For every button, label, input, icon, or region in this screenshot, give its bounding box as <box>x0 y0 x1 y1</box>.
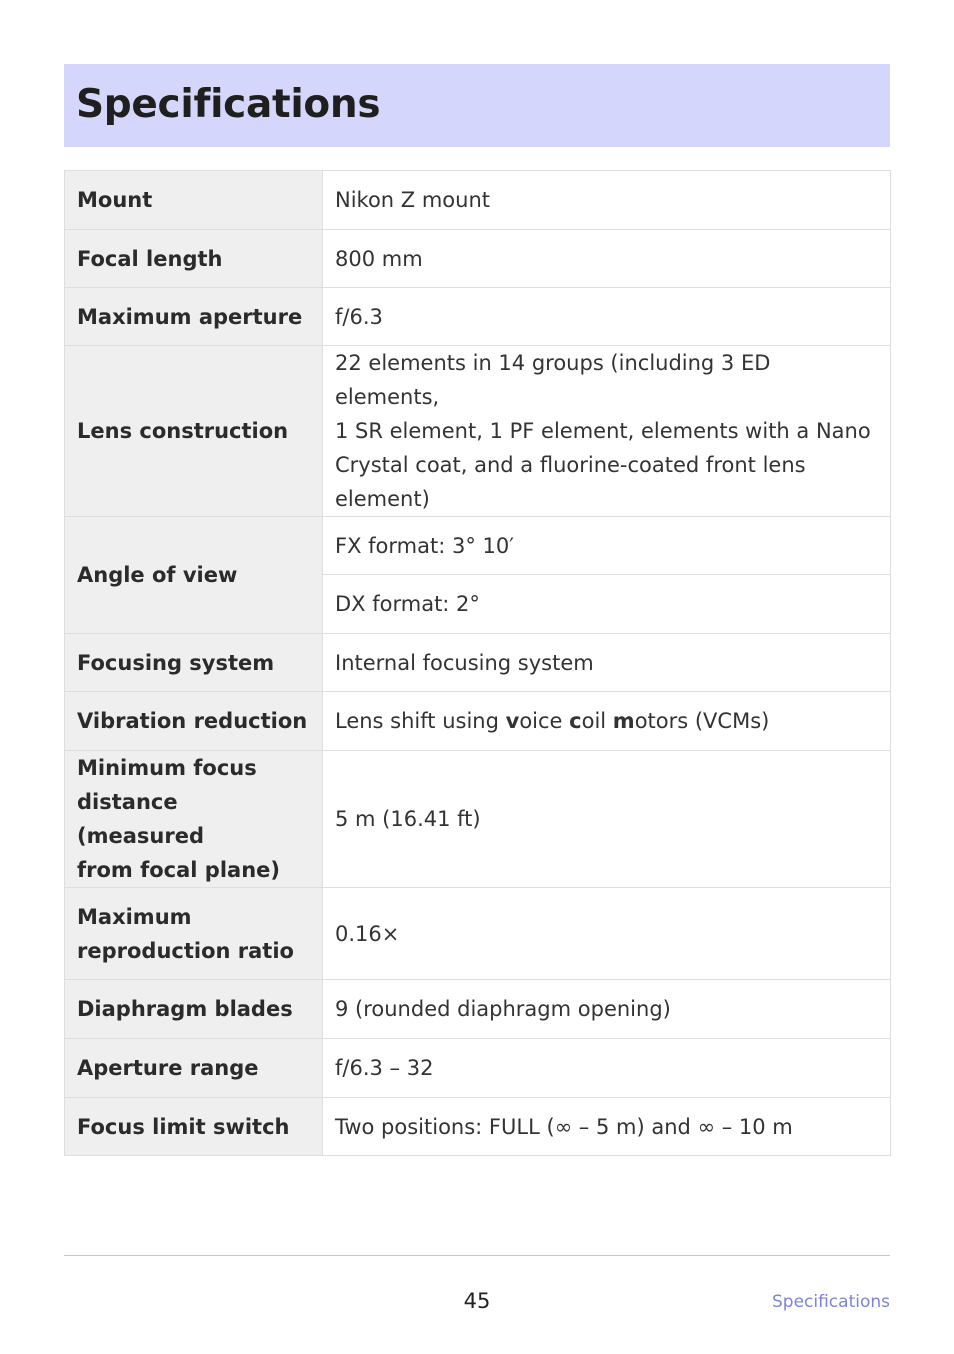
spec-value: DX format: 2° <box>323 575 891 634</box>
spec-value: 0.16× <box>323 888 891 980</box>
table-row <box>65 1039 891 1098</box>
text-part: Lens shift using <box>335 709 506 733</box>
table-row <box>65 517 891 575</box>
text-part-bold: v <box>505 709 520 733</box>
spec-label <box>65 751 323 888</box>
spec-value: 800 mm <box>323 230 891 288</box>
footer-section-link[interactable]: Specifications <box>771 1292 890 1312</box>
spec-label: Aperture range <box>65 1039 323 1098</box>
table-row <box>65 1098 891 1156</box>
table-row <box>65 230 891 288</box>
text-part-bold: m <box>612 709 635 733</box>
spec-label: Diaphragm blades <box>65 980 323 1039</box>
spec-value: Two positions: FULL (∞ – 5 m) and ∞ – 10 m <box>323 1098 891 1156</box>
spec-value: 9 (rounded diaphragm opening) <box>323 980 891 1039</box>
spec-value: Nikon Z mount <box>323 171 891 230</box>
spec-label-line: from focal plane) <box>77 858 280 882</box>
spec-label: Lens construction <box>65 346 323 517</box>
spec-value-line: Crystal coat, and a fluorine-coated front lens element) <box>335 453 806 511</box>
table-row <box>65 751 891 888</box>
spec-value <box>323 346 891 517</box>
spec-value: f/6.3 – 32 <box>323 1039 891 1098</box>
spec-table <box>64 170 891 1156</box>
spec-value: f/6.3 <box>323 288 891 346</box>
spec-label: Focusing system <box>65 634 323 692</box>
spec-label-line: Maximum <box>77 904 192 929</box>
spec-label: Mount <box>65 171 323 230</box>
spec-label <box>65 888 323 980</box>
table-row <box>65 171 891 230</box>
spec-label-line: reproduction ratio <box>77 938 294 963</box>
spec-value-line: 1 SR element, 1 PF element, elements with a Nano <box>335 419 871 443</box>
spec-label: Vibration reduction <box>65 692 323 751</box>
table-row <box>65 634 891 692</box>
table-row <box>65 888 891 980</box>
table-row <box>65 692 891 751</box>
text-part: oice <box>519 709 570 733</box>
spec-label: Focus limit switch <box>65 1098 323 1156</box>
footer-divider <box>64 1255 890 1256</box>
table-row <box>65 346 891 517</box>
page-title: Specifications <box>76 82 381 127</box>
spec-value: Internal focusing system <box>323 634 891 692</box>
spec-value-line: 22 elements in 14 groups (including 3 ED elements, <box>335 351 771 409</box>
spec-label: Focal length <box>65 230 323 288</box>
title-bar <box>64 64 890 147</box>
spec-label-line: distance (measured <box>77 790 204 848</box>
spec-label: Angle of view <box>65 517 323 634</box>
text-part-bold: c <box>569 709 582 733</box>
table-row <box>65 288 891 346</box>
spec-value: FX format: 3° 10′ <box>323 517 891 575</box>
text-part: oil <box>581 709 613 733</box>
spec-label: Maximum aperture <box>65 288 323 346</box>
page-number: 45 <box>463 1289 491 1313</box>
spec-value <box>323 692 891 751</box>
table-row <box>65 980 891 1039</box>
spec-value: 5 m (16.41 ft) <box>323 751 891 888</box>
text-part: otors (VCMs) <box>634 709 770 733</box>
spec-label-line: Minimum focus <box>77 756 257 780</box>
